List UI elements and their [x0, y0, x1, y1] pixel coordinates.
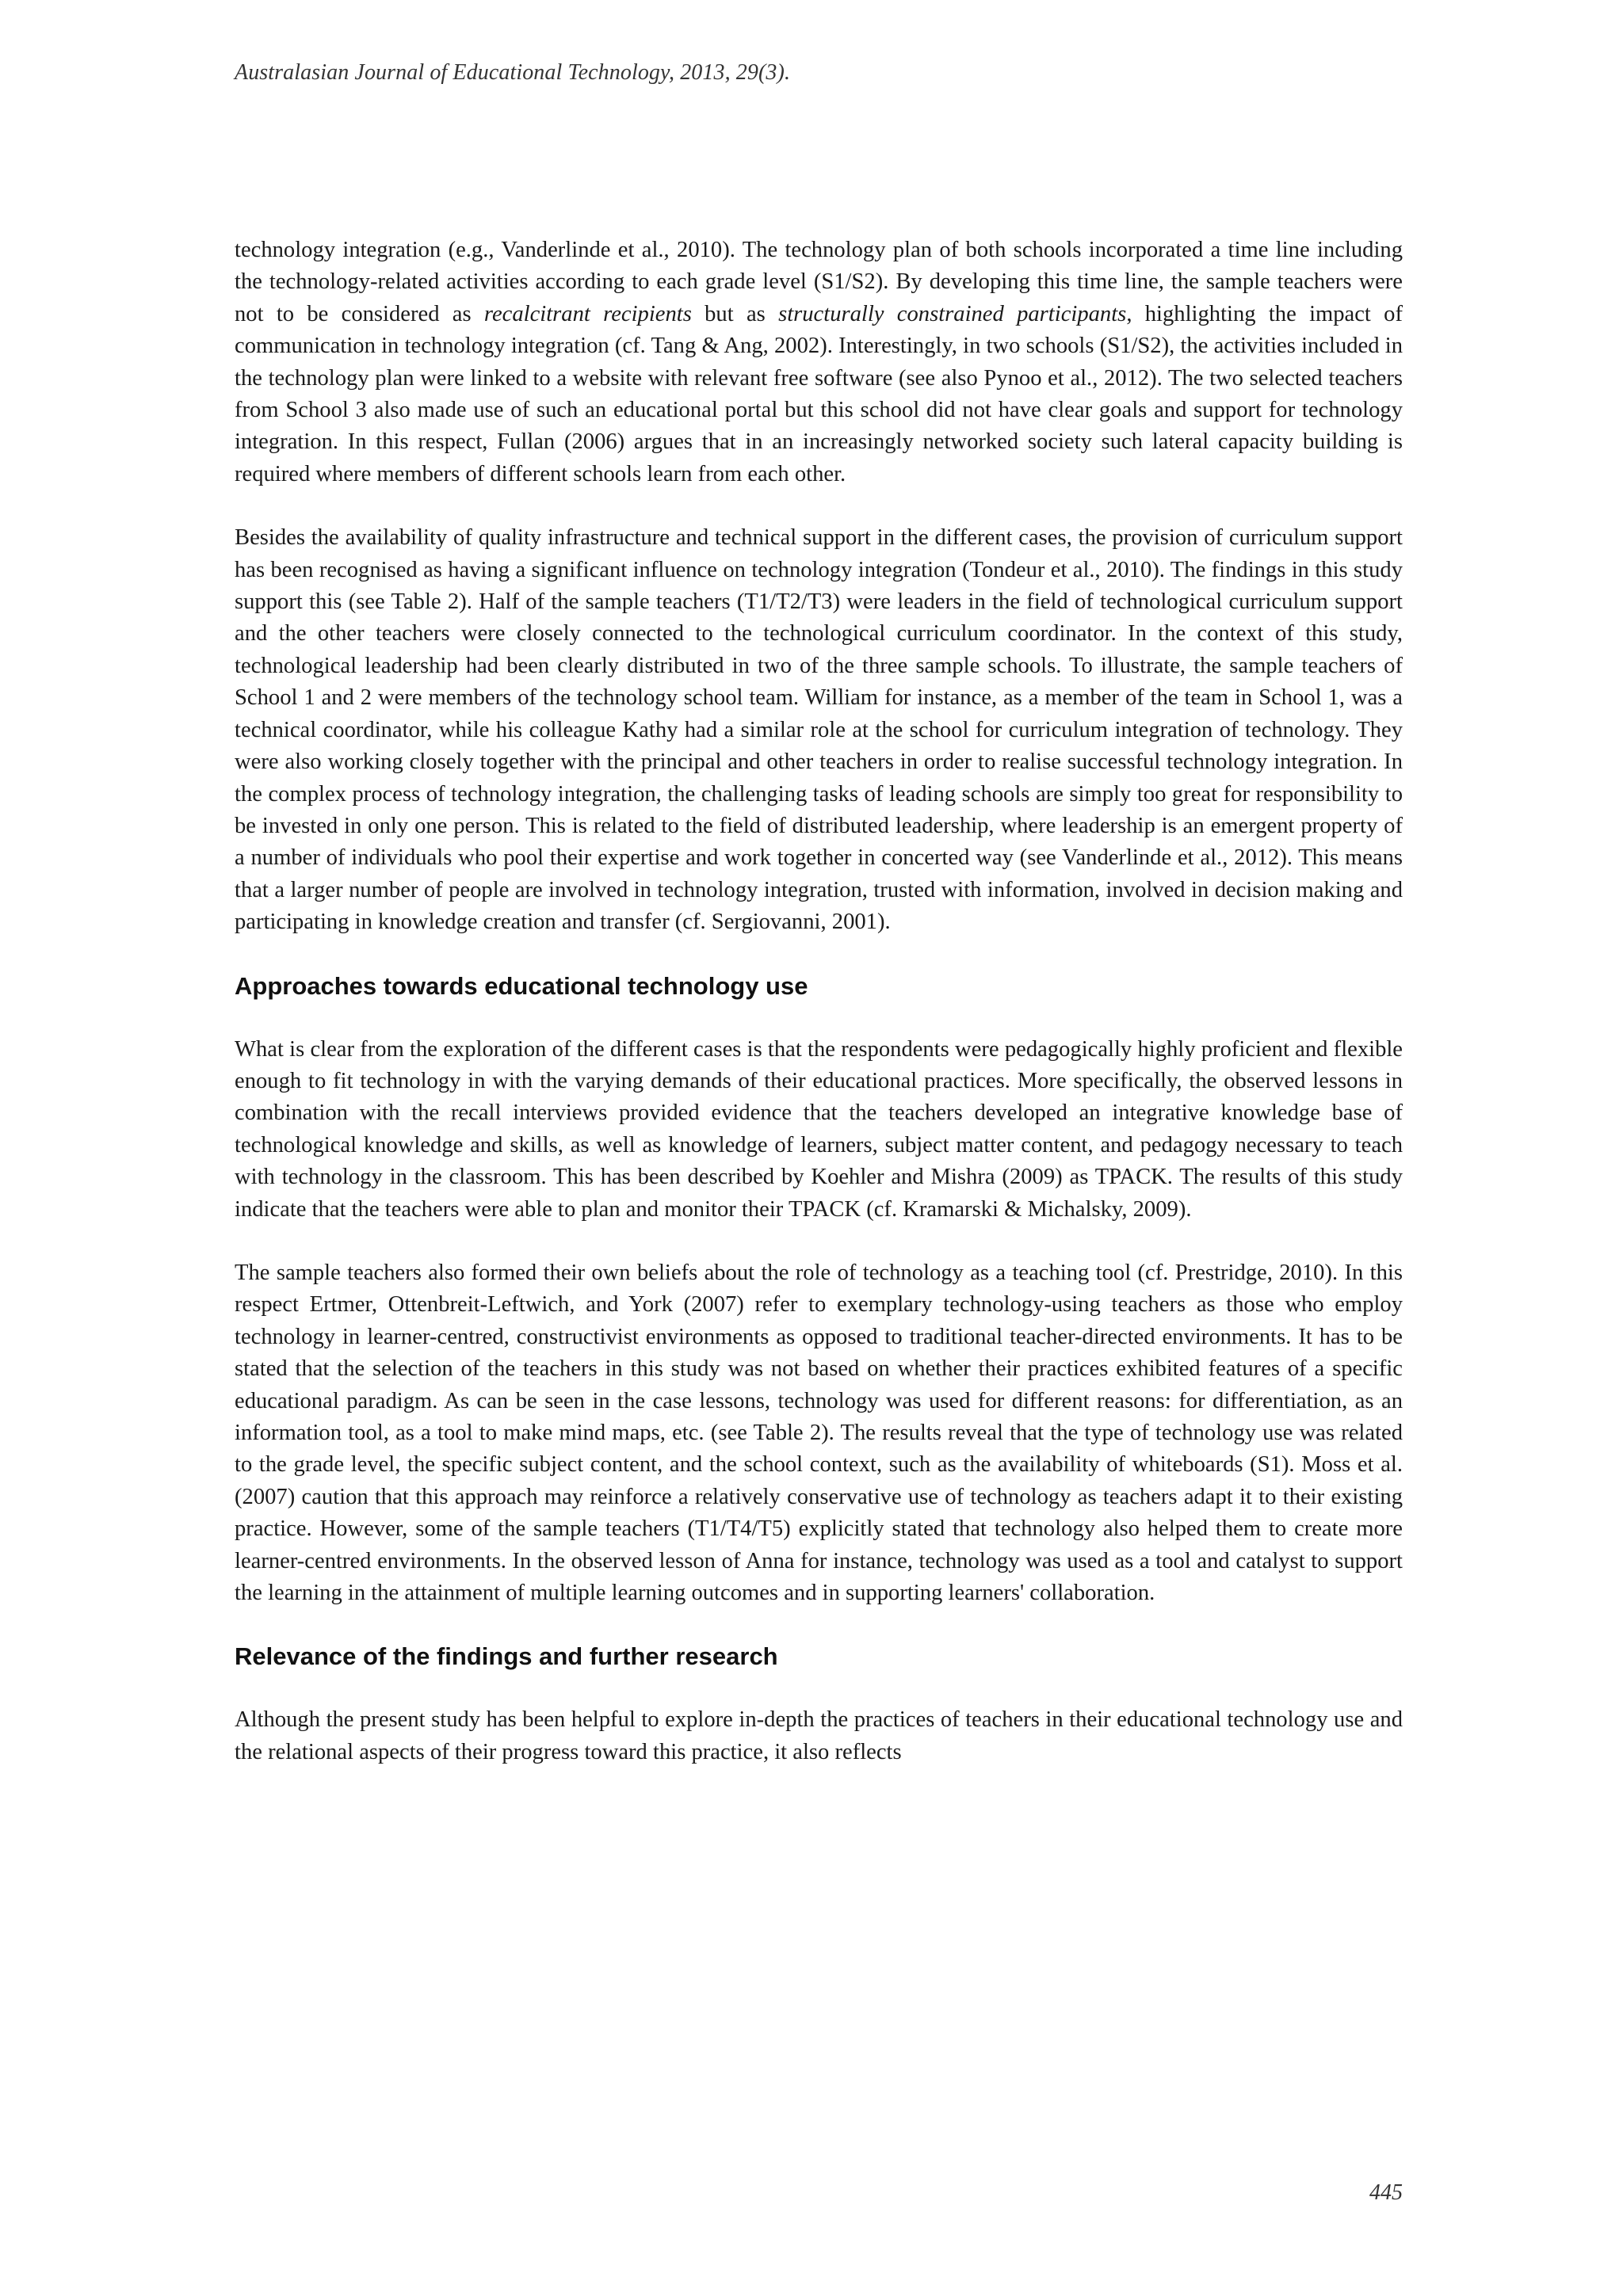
paragraph-beliefs: The sample teachers also formed their own beliefs about the role of technology as a teaching tool (cf. Prestridge, 2010). In this respect Ertmer, Ottenbreit-Leftwich, and York (2007) refer to exemplary technology-using teachers as those who employ technology in learner-centred, constructivist environments as opposed to traditional teacher-directed environments. It has to be stated that the selection of the teachers in this study was not based on whether their practices exhibited features of a specific educational paradigm. As can be seen in the case lessons, technology was used for different reasons: for differentiation, as an information tool, as a tool to make mind maps, etc. (see Table 2). The results reveal that the type of technology use was related to the grade level, the specific subject content, and the school context, such as the availability of whiteboards (S1). Moss et al. (2007) caution that this approach may reinforce a relatively conservative use of technology as teachers adapt it to their existing practice. However, some of the sample teachers (T1/T4/T5) explicitly stated that technology also helped them to create more learner-centred environments. In the observed lesson of Anna for instance, technology was used as a tool and catalyst to support the learning in the attainment of multiple learning outcomes and in supporting learners' collaboration.: [235, 1260, 1403, 1606]
emphasis-recalcitrant-recipients: recalcitrant recipients: [483, 301, 692, 326]
page-number: 445: [1369, 2180, 1403, 2205]
paragraph-tpack: What is clear from the exploration of the different cases is that the respondents were pedagogically highly proficient and flexible enough to fit technology in with the varying demands of their educational practices. More specifically, the observed lessons in combination with the recall interviews provided evidence that the teachers developed an integrative knowledge base of technological knowledge and skills, as well as knowledge of learners, subject matter content, and pedagogy necessary to teach with technology in the classroom. This has been described by Koehler and Mishra (2009) as TPACK. The results of this study indicate that the teachers were able to plan and monitor their TPACK (cf. Kramarski & Michalsky, 2009).: [235, 1036, 1403, 1222]
paragraph-relevance: Although the present study has been helpful to explore in-depth the practices of teachers in their educational technology use and the relational aspects of their progress toward this practice, it also reflects: [235, 1707, 1403, 1764]
paragraph-technology-plan: [235, 235, 1403, 490]
paragraph-text: , highlighting the impact of communication in technology integration (cf. Tang & Ang, 2002). Interestingly, in two schools (S1/S2), the activities included in the technology plan were linked to a website with relevant free software (see also Pynoo et al., 2012). The two selected teachers from School 3 also made use of such an educational portal but this school did not have clear goals and support for technology integration. In this respect, Fullan (2006) argues that in an increasingly networked society such lateral capacity building is required where members of different schools learn from each other.: [235, 301, 1403, 486]
section-heading-approaches: Approaches towards educational technology use: [235, 971, 808, 1000]
paragraph-text: but as: [691, 301, 779, 326]
running-head: Australasian Journal of Educational Technology, 2013, 29(3).: [235, 60, 791, 85]
section-heading-relevance: Relevance of the findings and further research: [235, 1642, 778, 1671]
article-body: [235, 235, 1403, 1800]
paragraph-text: technology integration (e.g., Vanderlinde et al., 2010). The technology plan of both schools incorporated a time line including the technology-related activities according to each grade level (S1/S2). By developing this time line, the sample teachers were not to be considered as: [235, 238, 1403, 326]
paragraph-curriculum-support: Besides the availability of quality infrastructure and technical support in the different cases, the provision of curriculum support has been recognised as having a significant influence on technology integration (Tondeur et al., 2010). The findings in this study support this (see Table 2). Half of the sample teachers (T1/T2/T3) were leaders in the field of technological curriculum support and the other teachers were closely connected to the technological curriculum coordinator. In the context of this study, technological leadership had been clearly distributed in two of the three sample schools. To illustrate, the sample teachers of School 1 and 2 were members of the technology school team. William for instance, as a member of the team in School 1, was a technical coordinator, while his colleague Kathy had a similar role at the school for curriculum integration of technology. They were also working closely together with the principal and other teachers in order to realise successful technology integration. In the complex process of technology integration, the challenging tasks of leading schools are simply too great for responsibility to be invested in only one person. This is related to the field of distributed leadership, where leadership is an emergent property of a number of individuals who pool their expertise and work together in concerted way (see Vanderlinde et al., 2012). This means that a larger number of people are involved in technology integration, trusted with information, involved in decision making and participating in knowledge creation and transfer (cf. Sergiovanni, 2001).: [235, 525, 1403, 935]
emphasis-structurally-constrained: structurally constrained participants: [778, 301, 1127, 326]
